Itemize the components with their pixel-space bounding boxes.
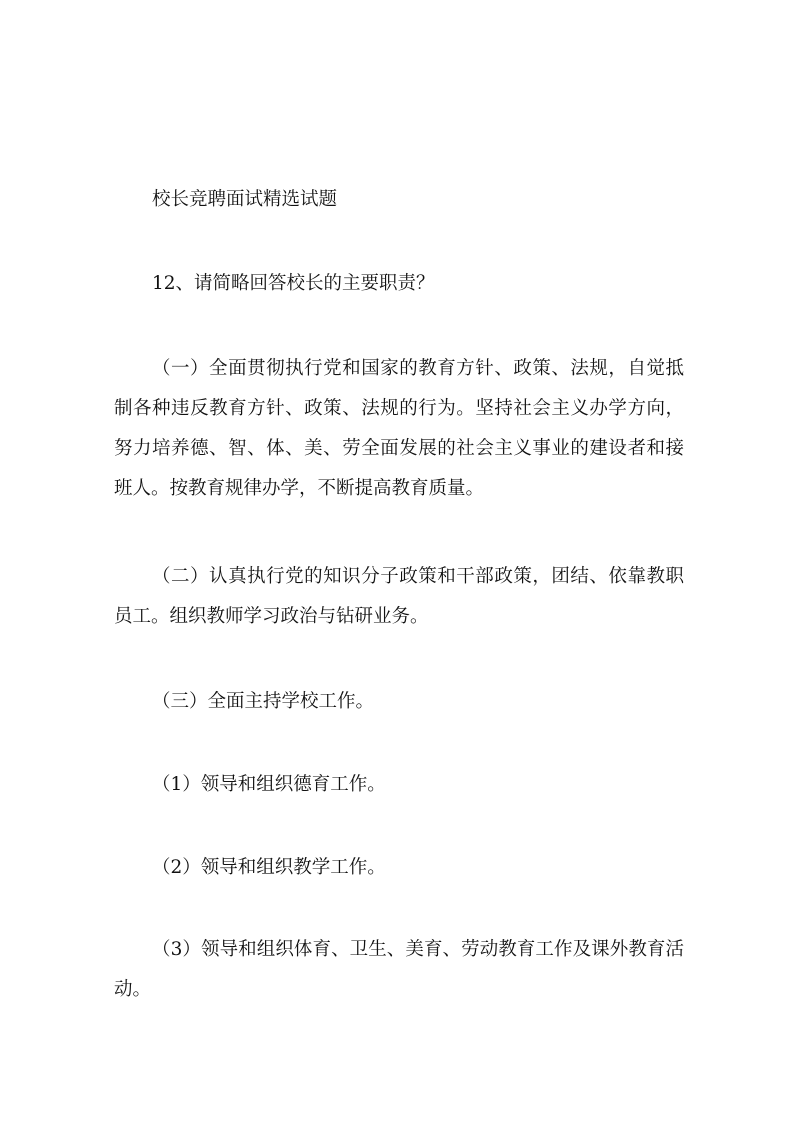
- answer-paragraph-two: （二）认真执行党的知识分子政策和干部政策，团结、依靠教职员工。组织教师学习政治与钻研业务。: [114, 566, 684, 627]
- question-heading: 12、请简略回答校长的主要职责？: [152, 273, 435, 294]
- answer-paragraph-three: （三）全面主持学校工作。: [152, 691, 375, 712]
- answer-paragraph-one: （一）全面贯彻执行党和国家的教育方针、政策、法规，自觉抵制各种违反教育方针、政策、法规的行为。坚持社会主义办学方向，努力培养德、智、体、美、劳全面发展的社会主义事业的建设者和接班人。按教育规律办学，不断提高教育质量。: [114, 358, 684, 499]
- sub-item-two: （2）领导和组织教学工作。: [152, 857, 386, 878]
- sub-item-three: （3）领导和组织体育、卫生、美育、劳动教育工作及课外教育活动。: [114, 939, 684, 1000]
- document-title: 校长竞聘面试精选试题: [152, 189, 338, 210]
- sub-item-one: （1）领导和组织德育工作。: [152, 774, 386, 795]
